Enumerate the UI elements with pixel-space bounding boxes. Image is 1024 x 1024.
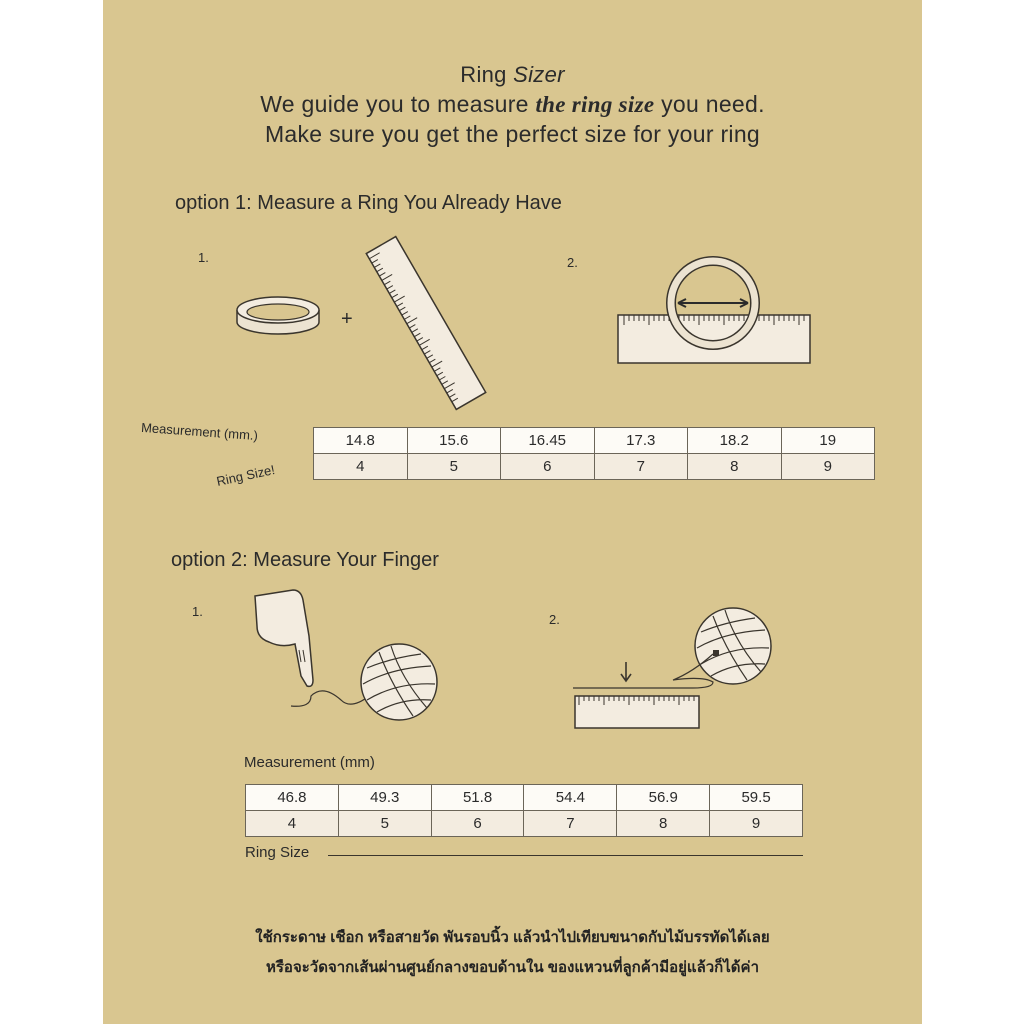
measurement-cell: 56.9	[617, 785, 710, 811]
option1-heading: option 1: Measure a Ring You Already Have	[175, 192, 562, 214]
option1-measurement-row	[314, 428, 875, 454]
measurement-cell: 14.8	[314, 428, 408, 454]
size-cell: 5	[338, 811, 431, 837]
option1-size-row	[314, 454, 875, 480]
note-line-2: หรือจะวัดจากเส้นผ่านศูนย์กลางขอบด้านใน ของแหวนที่ลูกค้ามีอยู่แล้วก็ได้ค่า	[265, 959, 760, 976]
hand-icon	[255, 590, 313, 686]
yarn-ball-icon	[361, 644, 437, 720]
measurement-cell: 46.8	[246, 785, 339, 811]
size-cell: 4	[246, 811, 339, 837]
ring-sizer-card	[103, 0, 922, 1024]
title-line-1	[103, 62, 922, 88]
measurement-cell: 54.4	[524, 785, 617, 811]
size-cell: 8	[617, 811, 710, 837]
note-line-1: ใช้กระดาษ เชือก หรือสายวัด พันรอบนิ้ว แล้วนำไปเทียบขนาดกับไม้บรรทัดได้เลย	[255, 929, 770, 946]
option1-measurement-label: Measurement (mm.)	[140, 419, 259, 444]
size-cell: 7	[524, 811, 617, 837]
ring-icon	[233, 290, 323, 350]
size-cell: 9	[710, 811, 803, 837]
option2-measurement-label: Measurement (mm)	[244, 754, 375, 771]
title-line-2-a: We guide you to measure	[260, 91, 536, 117]
option2-size-table	[245, 784, 803, 837]
measurement-cell: 49.3	[338, 785, 431, 811]
size-cell: 7	[594, 454, 688, 480]
measurement-cell: 51.8	[431, 785, 524, 811]
yarn-ball-icon	[695, 608, 771, 684]
option1-size-table	[313, 427, 875, 480]
size-label-divider	[328, 855, 803, 856]
option2-size-label: Ring Size	[245, 844, 310, 861]
title-line-2	[103, 91, 922, 118]
ruler-icon	[346, 228, 506, 418]
option1-step1-number: 1.	[198, 250, 209, 265]
plus-sign: +	[341, 308, 353, 330]
option2-heading: option 2: Measure Your Finger	[171, 549, 439, 571]
option2-size-row	[246, 811, 803, 837]
size-cell: 9	[781, 454, 875, 480]
size-cell: 4	[314, 454, 408, 480]
title-line-2-c: you need.	[654, 91, 765, 117]
measurement-cell: 17.3	[594, 428, 688, 454]
title-ring: Ring	[460, 62, 514, 87]
option2-measurement-row	[246, 785, 803, 811]
size-cell: 5	[407, 454, 501, 480]
size-cell: 6	[431, 811, 524, 837]
ring-on-ruler-icon	[616, 255, 816, 375]
measurement-cell: 59.5	[710, 785, 803, 811]
title-line-3: Make sure you get the perfect size for your ring	[264, 121, 761, 147]
measurement-cell: 16.45	[501, 428, 595, 454]
measurement-cell: 18.2	[688, 428, 782, 454]
title-sizer: Sizer	[513, 62, 565, 87]
size-cell: 8	[688, 454, 782, 480]
option2-step2-number: 2.	[549, 612, 560, 627]
yarn-on-ruler-icon	[573, 604, 793, 734]
option1-step2-number: 2.	[567, 255, 578, 270]
size-cell: 6	[501, 454, 595, 480]
measurement-cell: 15.6	[407, 428, 501, 454]
finger-and-yarn-icon	[251, 588, 451, 728]
option1-size-label: Ring Size!	[215, 462, 277, 489]
measurement-cell: 19	[781, 428, 875, 454]
title-line-2-emphasis: the ring size	[535, 92, 655, 117]
option2-step1-number: 1.	[192, 604, 203, 619]
